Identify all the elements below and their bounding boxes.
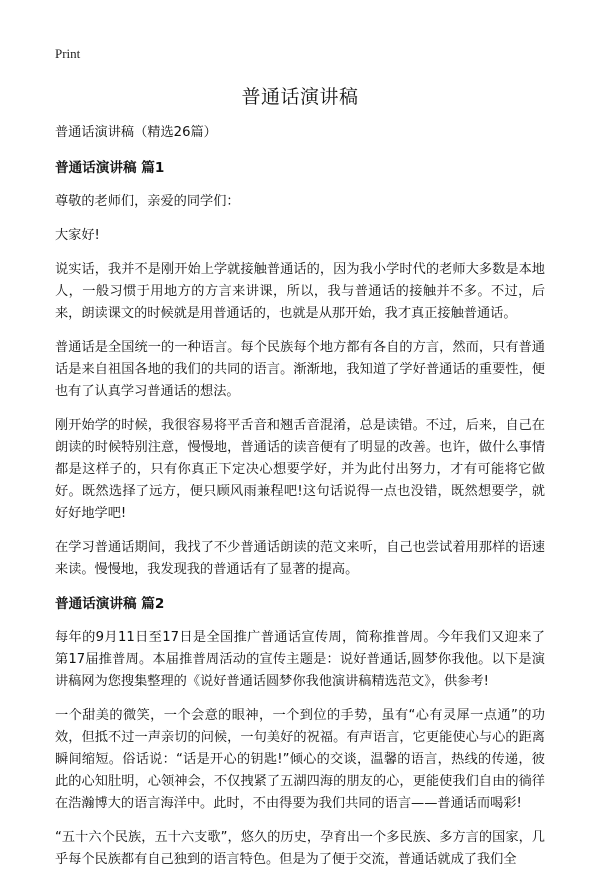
section-heading: 普通话演讲稿 篇2: [55, 596, 165, 612]
section-2: [55, 593, 545, 871]
paragraph: 尊敬的老师们，亲爱的同学们：: [55, 194, 240, 209]
paragraph: 说实话，我并不是刚开始上学就接触普通话的，因为我小学时代的老师大多数是本地人，一般习惯于用地方的方言来讲课，所以，我与普通话的接触并不多。不过，后来，朗读课文的时候就是用普通话的，也就是从那开始，我才真正接触普通话。: [55, 262, 545, 321]
paragraph: 一个甜美的微笑，一个会意的眼神，一个到位的手势，虽有“心有灵犀一点通”的功效，但抵不过一声亲切的问候，一句美好的祝福。有声语言，它更能使心与心的距离瞬间缩短。俗话说：“话是开心的钥匙!”倾心的交谈，温馨的语言，热线的传递，彼此的心知肚明，心领神会，不仅拽紧了五湖四海的朋友的心，更能使我们自由的徜徉在浩瀚博大的语言海洋中。此时，不由得要为我们共同的语言——普通话而喝彩!: [55, 708, 545, 811]
document-subtitle: 普通话演讲稿（精选26篇）: [55, 125, 217, 140]
paragraph: 普通话是全国统一的一种语言。每个民族每个地方都有各自的方言，然而，只有普通话是来自祖国各地的我们的共同的语言。渐渐地，我知道了学好普通话的重要性，便也有了认真学习普通话的想法。: [55, 340, 545, 399]
paragraph: 大家好!: [55, 228, 100, 243]
document-body: [55, 122, 545, 883]
section-1: [55, 157, 545, 581]
paragraph: “五十六个民族，五十六支歌”，悠久的历史，孕育出一个多民族、多方言的国家，几乎每个民族都有自己独到的语言特色。但是为了便于交流，普通话就成了我们全: [55, 830, 545, 867]
paragraph: 在学习普通话期间，我找了不少普通话朗读的范文来听，自己也尝试着用那样的语速来读。慢慢地，我发现我的普通话有了显著的提高。: [55, 540, 545, 577]
document-title: 普通话演讲稿: [241, 86, 359, 108]
section-heading: 普通话演讲稿 篇1: [55, 160, 165, 176]
paragraph: 每年的9月11日至17日是全国推广普通话宣传周，简称推普周。今年我们又迎来了第17届推普周。本届推普周活动的宣传主题是：说好普通话,圆梦你我他。以下是演讲稿网为您搜集整理的《说好普通话圆梦你我他演讲稿精选范文》，供参考!: [55, 630, 545, 689]
print-link[interactable]: Print: [55, 46, 81, 61]
paragraph: 刚开始学的时候，我很容易将平舌音和翘舌音混淆，总是读错。不过，后来，自己在朗读的时候特别注意，慢慢地，普通话的读音便有了明显的改善。也许，做什么事情都是这样子的，只有你真正下定决心想要学好，并为此付出努力，才有可能将它做好。既然选择了远方，便只顾风雨兼程吧!这句话说得一点也没错，既然想要学，就好好地学吧!: [55, 418, 545, 521]
